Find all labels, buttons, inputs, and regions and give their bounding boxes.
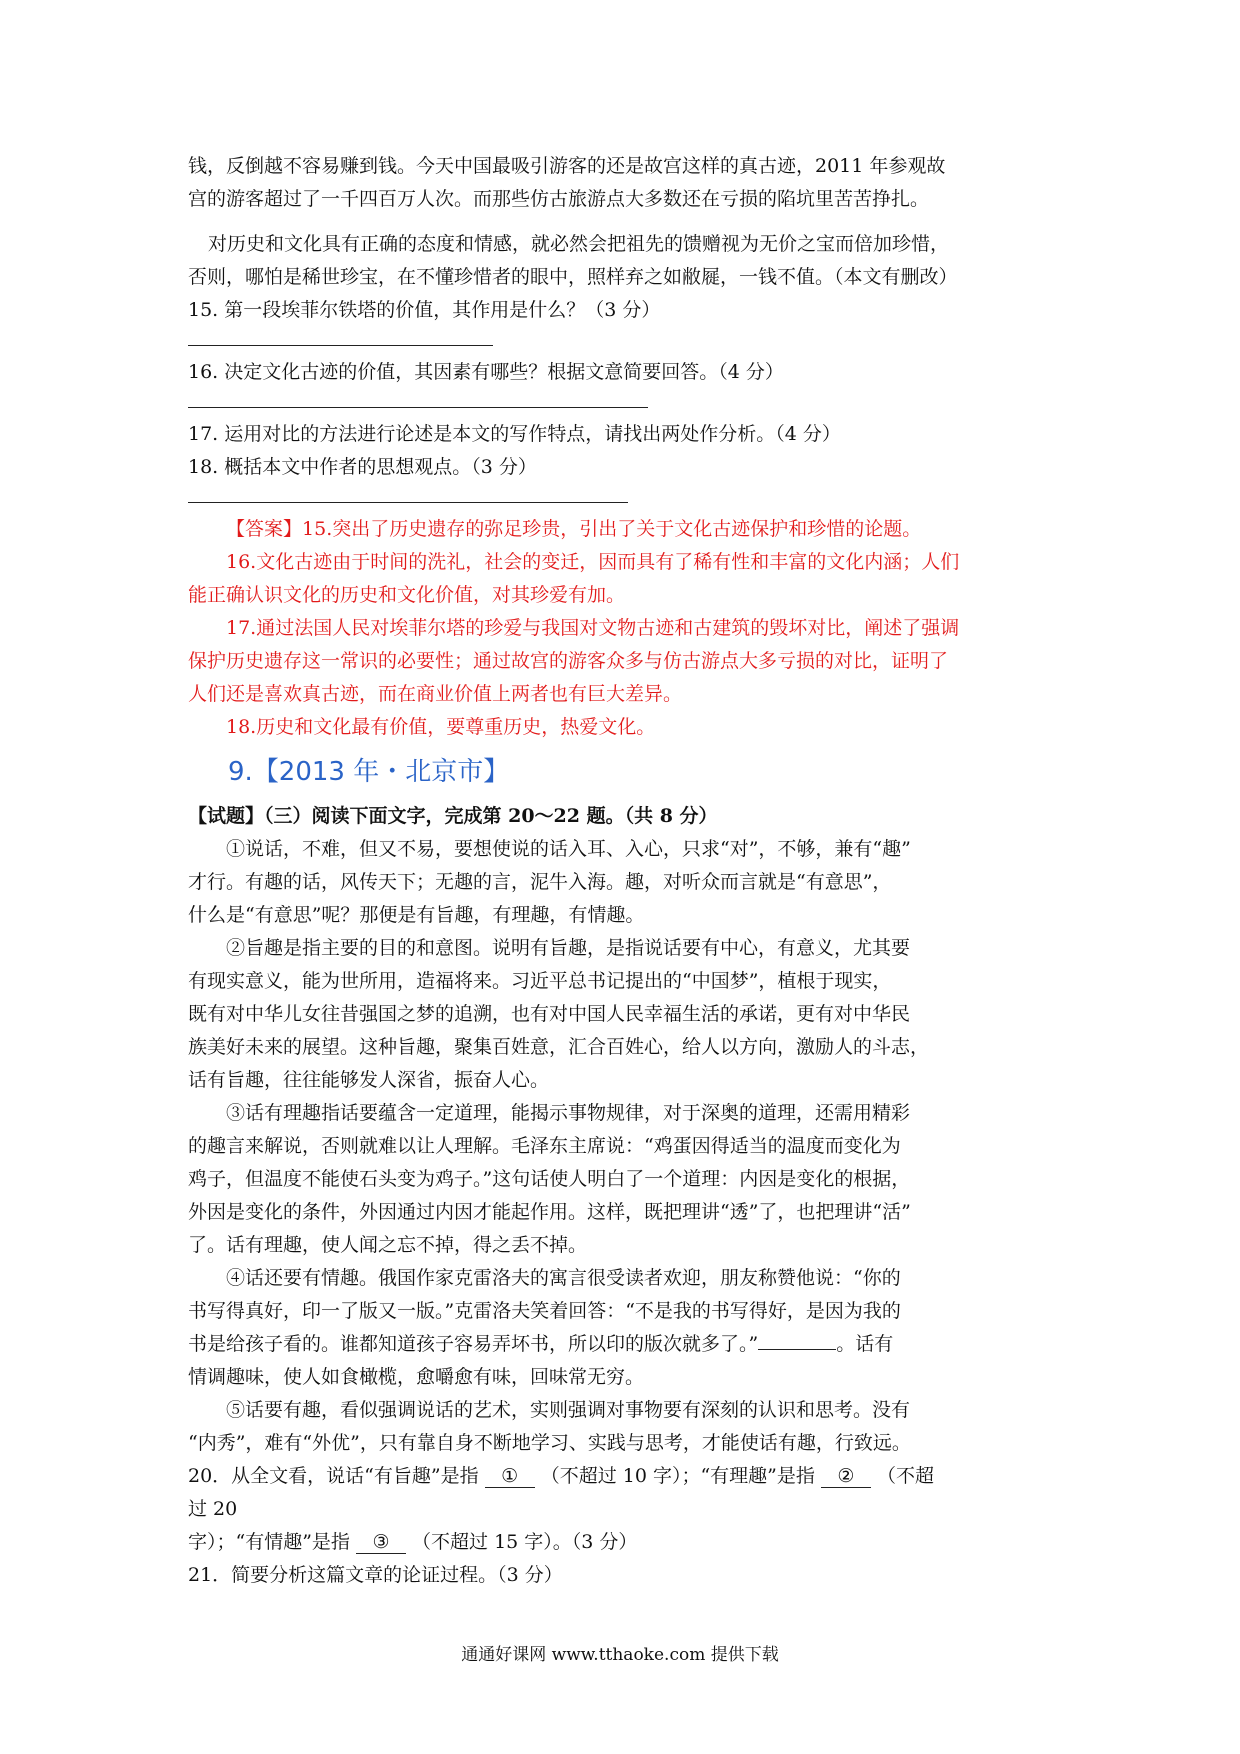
paragraph-3: 外因是变化的条件，外因通过内因才能起作用。这样，既把理讲“透”了，也把理讲“活” <box>188 1201 911 1223</box>
fill-blank-3: ③ <box>356 1531 406 1554</box>
trial-title: 【试题】（三）阅读下面文字，完成第 20～22 题。（共 8 分） <box>188 805 718 827</box>
fill-blank-2: ② <box>821 1465 871 1488</box>
question-20: 20．从全文看，说话“有旨趣”是指 ① （不超过 10 字）；“有理趣”是指 ② （不超 <box>188 1465 934 1487</box>
question-16: 16. 决定文化古迹的价值，其因素有哪些？根据文意简要回答。（4 分） <box>188 361 784 383</box>
paragraph-4: ④话还要有情趣。俄国作家克雷洛夫的寓言很受读者欢迎，朋友称赞他说：“你的 <box>226 1267 901 1289</box>
paragraph-1: ①说话，不难，但又不易，要想使说的话入耳、入心，只求“对”，不够，兼有“趣” <box>226 838 911 860</box>
question-20-cont: 过 20 <box>188 1498 238 1520</box>
answer-17-cont: 保护历史遗存这一常识的必要性；通过故宫的游客众多与仿古游点大多亏损的对比，证明了 <box>188 650 949 672</box>
page-footer: 通通好课网 www.tthaoke.com 提供下载 <box>461 1645 779 1665</box>
answer-16-cont: 能正确认识文化的历史和文化价值，对其珍爱有加。 <box>188 584 626 606</box>
passage-line: 对历史和文化具有正确的态度和情感，就必然会把祖先的馈赠视为无价之宝而倍加珍惜， <box>208 233 950 255</box>
document-page <box>188 150 1068 1592</box>
paragraph-2: 话有旨趣，往往能够发人深省，振奋人心。 <box>188 1069 550 1091</box>
paragraph-1: 才行。有趣的话，风传天下；无趣的言，泥牛入海。趣，对听众而言就是“有意思”， <box>188 871 892 893</box>
fill-blank <box>758 1349 836 1350</box>
section-heading: 9.【2013 年・北京市】 <box>228 757 510 787</box>
answer-15: 【答案】15.突出了历史遗存的弥足珍贵，引出了关于文化古迹保护和珍惜的论题。 <box>226 518 922 540</box>
answer-label: 【答案】 <box>226 518 303 540</box>
passage-line: 宫的游客超过了一千四百万人次。而那些仿古旅游点大多数还在亏损的陷坑里苦苦挣扎。 <box>188 188 930 210</box>
paragraph-2: 既有对中华儿女往昔强国之梦的追溯，也有对中国人民幸福生活的承诺，更有对中华民 <box>188 1003 911 1025</box>
answer-line-16 <box>188 407 648 408</box>
question-21: 21．简要分析这篇文章的论证过程。（3 分） <box>188 1564 563 1586</box>
paragraph-3: 了。话有理趣，使人闻之忘不掉，得之丢不掉。 <box>188 1234 588 1256</box>
fill-blank-1: ① <box>485 1465 535 1488</box>
paragraph-1: 什么是“有意思”呢？那便是有旨趣，有理趣，有情趣。 <box>188 904 645 926</box>
question-20-cont: 字）；“有情趣”是指 ③ （不超过 15 字）。（3 分） <box>188 1531 638 1553</box>
answer-18: 18.历史和文化最有价值，要尊重历史，热爱文化。 <box>226 716 656 738</box>
paragraph-5: ⑤话要有趣，看似强调说话的艺术，实则强调对事物要有深刻的认识和思考。没有 <box>226 1399 911 1421</box>
answer-17: 17.通过法国人民对埃菲尔塔的珍爱与我国对文物古迹和古建筑的毁坏对比，阐述了强调 <box>226 617 960 639</box>
paragraph-4: 情调趣味，使人如食橄榄，愈嚼愈有味，回味常无穷。 <box>188 1366 645 1388</box>
paragraph-3: ③话有理趣指话要蕴含一定道理，能揭示事物规律，对于深奥的道理，还需用精彩 <box>226 1102 911 1124</box>
passage-line: 否则，哪怕是稀世珍宝，在不懂珍惜者的眼中，照样弃之如敝屣，一钱不值。（本文有删改） <box>188 266 958 288</box>
paragraph-3: 鸡子，但温度不能使石头变为鸡子。”这句话使人明白了一个道理：内因是变化的根据， <box>188 1168 911 1190</box>
answer-line-18 <box>188 502 628 503</box>
paragraph-2: 有现实意义，能为世所用，造福将来。习近平总书记提出的“中国梦”，植根于现实， <box>188 970 892 992</box>
question-18: 18. 概括本文中作者的思想观点。（3 分） <box>188 456 537 478</box>
paragraph-2: 族美好未来的展望。这种旨趣，聚集百姓意，汇合百姓心，给人以方向，激励人的斗志， <box>188 1036 930 1058</box>
paragraph-4: 书写得真好，印一了版又一版。”克雷洛夫笑着回答：“不是我的书写得好，是因为我的 <box>188 1300 901 1322</box>
question-17: 17. 运用对比的方法进行论述是本文的写作特点，请找出两处作分析。（4 分） <box>188 423 841 445</box>
paragraph-5: “内秀”，难有“外优”，只有靠自身不断地学习、实践与思考，才能使话有趣，行致远。 <box>188 1432 911 1454</box>
answer-line-15 <box>188 345 493 346</box>
passage-line: 钱，反倒越不容易赚到钱。今天中国最吸引游客的还是故宫这样的真古迹，2011 年参观故 <box>188 155 946 177</box>
answer-17-cont: 人们还是喜欢真古迹，而在商业价值上两者也有巨大差异。 <box>188 683 683 705</box>
paragraph-3: 的趣言来解说，否则就难以让人理解。毛泽东主席说：“鸡蛋因得适当的温度而变化为 <box>188 1135 901 1157</box>
question-15: 15. 第一段埃菲尔铁塔的价值，其作用是什么？（3 分） <box>188 299 661 321</box>
paragraph-2: ②旨趣是指主要的目的和意图。说明有旨趣，是指说话要有中心，有意义，尤其要 <box>226 937 911 959</box>
answer-16: 16.文化古迹由于时间的洗礼，社会的变迁，因而具有了稀有性和丰富的文化内涵；人们 <box>226 551 960 573</box>
paragraph-4-blank-line: 书是给孩子看的。谁都知道孩子容易弄坏书，所以印的版次就多了。” 。话有 <box>188 1333 894 1355</box>
